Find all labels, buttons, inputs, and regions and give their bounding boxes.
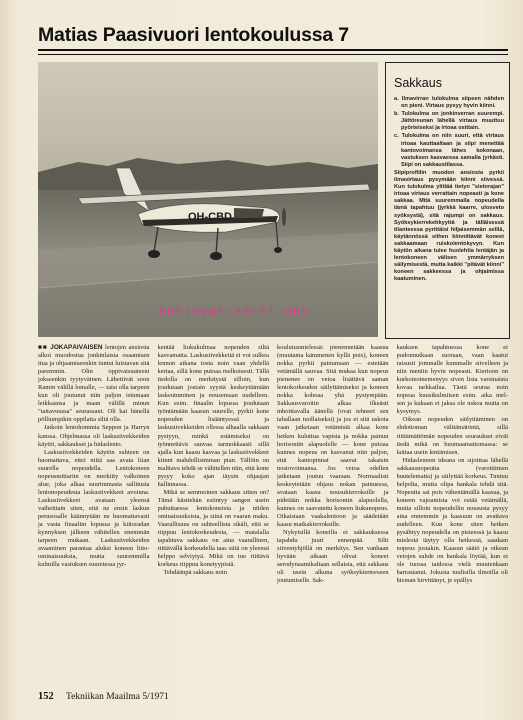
sidebar-heading: Sakkaus bbox=[394, 76, 442, 90]
column-4-paragraph-2: Oikean nopeuden säilyttäminen on ehdottoman välttämätöntä, sillä riittämättömän nopeuden seuraukset eivät tiedä mikä on huomaamattomassa: se laittaa usein lentämisen. bbox=[396, 416, 508, 456]
column-1-paragraph-3: Laskusiivekkeiden käytön suhteen on huomattava, ettei niitä saa avata liian suurella nopeudella. Lentokoneen nopeusmittariin on merkitty valkoinen alue, joka alkaa suurimmasta sallitusta lentonopeudesta laskusiivekkeet avoinna. Laskusiivekkeet avataan yleensä vaiheittain siten, että ne ensin laskun perusosalle käännytään ne huomattavasti ja vasta finaaliin lopussa ja kiitoradan kynnyksen jälkeen vähitellen enemmän tarpeen mukaan. Laskusiivekkeiden avaaminen parantaa aluksi koneen liito-ominaisuuksia, mutta suuremmilla kulmilla vastuksen suuretessa jyr- bbox=[38, 448, 150, 569]
column-3-paragraph-2: Nykyisillä koneilla ei sakkauksessa tapahdu juuri ennenpää. Silti siiventyhjöllä on merkitys. Sen vanhaan hyvään aikaan olivat koneet aerodynaamikaltaan sellaisia, että sakkaus oli usein alkuna syöksykierteeseen joutumiselle. Sak- bbox=[277, 529, 389, 585]
title-rule-thick bbox=[38, 49, 508, 51]
column-2-paragraph-3: Tehdäänpä sakkaus noin bbox=[163, 569, 227, 577]
watermark-text: Antikvariaatti.net bbox=[158, 306, 310, 321]
column-1-paragraph-2: Jatkoin lentohommia Seppon ja Harryn kanssa. Ohjelmassa oli laskusiivekkeiden käyttö, sakkaukset ja hidaslento. bbox=[38, 424, 150, 448]
title-rule-thin bbox=[38, 54, 508, 55]
text-column-3 bbox=[277, 344, 389, 674]
airplane-photo bbox=[38, 62, 378, 337]
sidebar-item-a: a. Ilmavirran tulokulma siipeen nähden on pieni. Virtaus pysyy hyvin kiinni. bbox=[394, 96, 504, 110]
column-2-paragraph-1: kentää liukukulmaa nopeuden siltä kasvamatta. Laskusiivekkeitä ei voi sulkea lennon aikana tosta noin vaan yhdellä kertaa, sillä kone putoaa melkoisesti. Tällä tiedolla on merkitystä silloin, kun joudutaan jostain syystä keskeyttämään laskeutuminen ja nousemaan uudelleen. Kun esim. finaalin lopussa joudutaan työntämään kaasun suurelle, pyrkii kone nopeuden lisääntyessä ja laskusiivekkeiden ollessa alhaalla sakkaan pystyyn, minkä estämiseksi on työnnettävä sauvaa tarmokkaasti sillä ajalla kun kaasu kasvaa ja laskusiivekkeet kiinni mahdollisimman pian. Tällöin on malttava tehdä se vähitellen niin, että kone pysyy koko ajan täysin ohjaajan hallinnassa. bbox=[157, 344, 269, 488]
column-1-paragraph-1: ■■ JOKAPÄIVÄISEN lentojen ansiosta alkoi muodostua jonkinlaista osaamisen itua ja ohjaamiseenkin tuntui luistavan sitä paremmin. Olin oppivaisuuteeni jokseenkin tyytyväinen. Lähettivät soon Ramin välillä lomalle, — taisi olla tarpeen kun oli joutunut niin paljon istumaan leikkaansa ja maan välillä minun "taitavuussa" seurassani. Oli kai hänellä pölliumpikin oppilaita siltä olla. bbox=[38, 344, 150, 424]
column-3-paragraph-1: koulutusmielessä: pienennetään kaasua (muutama kämmenen kyllä pois), koneen nokka pyrkii painumaan — estetään vetämällä sauvaa. Sitä mukaa kun nopeus pienenee on vetoa lisättävä saman lentokorkeuden säilyttämiseksi ja koneen nokka kohoaa yhä pystympään. Sakkausvaroitin alkaa ilkeästi inhoittavalla äänellä (ovat tehneet sen tahallaan tuollaiseksi) ja jos ei sitä uskota vaan jatketaan vetämistä alkaa kone hetken kuluttua vapista ja nokka painuu horisontin alapuolelle — kone putoaa kunnes nopeus on kasvanut niin paljon, että kantopinnat saavat takaisin nostovoimansa. Jos vetoa odellen jatketaan joutuu vaaraan. Normaalisti keskeytetään ohjaus nokan painuessa, avataan kaasu nousukierroksille ja pidetään nokka horisontin alapuolella, kunnes on saavutettu koneen liukunopeus. Oikaistaan vaakalentoon ja säädetään kaasu matkakierroksille. bbox=[277, 344, 389, 529]
sidebar-body bbox=[394, 96, 504, 283]
page-number: 152 bbox=[38, 691, 54, 702]
lead-word: JOKAPÄIVÄISEN bbox=[50, 344, 103, 351]
sakkaus-sidebar bbox=[385, 62, 510, 339]
column-2-paragraph-2: Mikä se semmoinen sakkaus sitten on? Tämä käsitehän esiintyy sangen usein puhuttaessa lentokoneista ja niiden ominaisuuksista, ja siinä on vaaran maku. Vaarallisuus on suhteellista sikäli, että se riippuu lentokorkeudesta, — matalalla tapahtuva sakkaus on aina vaarallinen, riittävällä korkeudella taas siitä on yleensä helppo selviytyä. Mikä on tuo riittävä korkeus riippuu konetyypistä. bbox=[157, 488, 269, 569]
column-4-paragraph-3: Hidaslennon ideana on sijoittaa lähellä sakkausnopeutta (varoittimen huutelematta) ja säilyttää korkeus. Tuntuu helpolta, mutta olipa hankala tehdä sitä. Nopeutta sai pois vähentämällä kaasua, ja koneen vajoamista voi estää vetämällä, mutta silloin nopeudellin noususta pysyy aina ennemmin ja kaasuun on avattava uudelleen. Kun kone siten hetken pysähtyy nopeudella on pisteessä ja kaasu mielestä täytyy olla hetkessä, saadaan nopeus jostakin. Kaasun säätö ja oikean vetojen suhde on hankala löytää, kun ei ole tuossa taidossa vielä muutenkaan harrastanut. Jokusia tuulisilla ilmoilla oli hieman hirvittänyt, je epällys bbox=[396, 456, 508, 585]
airplane-illustration bbox=[38, 62, 378, 337]
page-footer bbox=[38, 691, 169, 702]
text-column-4 bbox=[397, 344, 509, 674]
text-column-1 bbox=[38, 344, 150, 674]
article-title: Matias Paasivuori lentokoulussa 7 bbox=[38, 24, 349, 46]
text-column-2 bbox=[158, 344, 270, 674]
sidebar-text: Siipiprofiilin muodon ansiosta pyrkii ilmavirtaus pysymään kiinni siivessä. Kun tulokulma ylittää tietyn "sietorajan" irtoaa virtaus verrattain nopeasti ja kone sakkaa. Mitä suuremmalla nopeudella tämä tapahtuu (jyrkkä kaarre, ulosveto syöksystä), sitä rajumpi on sakkaus. Syöksykierrekehkyyttä ja tälläisessä tilanteessa pyrittäisi hiljaisemmän selllä, käytännössä siihen kiinnittävät koneet sakkaamaan ruiskolentokyvyn. Kun käytön aikana tulee huolehtia lentäjän ja lentokoneen välisen ymmärryksen säilymisestä, mutta kaikki "pitävät kiinni" koneen sakkeessa ja ohjaimissa kaatuminen. bbox=[394, 169, 504, 283]
sidebar-item-c: c. Tulokulma on niin suuri, että virtaus irtoaa kauttaaltaan ja siipi menettää kantovoimansa lähes kokonaan, vastuksen kasvaessa samalla jyrkästi. Siipi on sakkaustilassa. bbox=[394, 133, 504, 168]
article-body bbox=[38, 344, 508, 674]
column-4-paragraph-1: kauksen tapahtuessa kone ei pudonnutkaan suoraan, vaan kaatui raisusti jommalle kummalle siivelleen ja niin meniin hyvin nopeasti. Kiertoon on kurkoteoinemenyys siven lista varsinaista kovaa tarkkailua. Tästä seuraa noin nopeaa kuusikulmiisen esim. aika mel- sen ja kukaan ei jaksa ole uskoa mutta on kysymys. bbox=[396, 344, 508, 416]
sidebar-item-b: b. Tulokulma on jonkinverran suurempi. Jättöreunan lähellä virtaus muuttuu pyörteiseksi ja irtoaa osittain. bbox=[394, 111, 504, 132]
registration-text: OH-CBD bbox=[188, 211, 232, 223]
publication-name: Tekniikan Maailma 5/1971 bbox=[65, 692, 169, 702]
